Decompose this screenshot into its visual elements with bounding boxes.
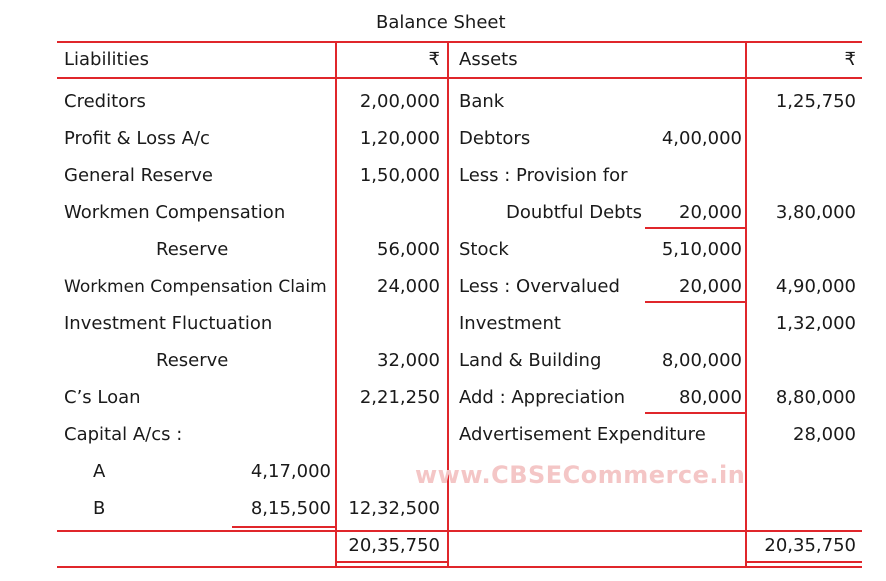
bank-amount: 1,25,750 (775, 91, 856, 112)
stock-gross: 5,10,000 (661, 239, 742, 260)
appreciation-underline (645, 412, 746, 414)
totals-top-border (57, 530, 862, 532)
debtors-provision-underline (645, 227, 746, 229)
wcr-label-line2: Reserve (156, 239, 229, 260)
wc-claim-amount: 24,000 (377, 276, 440, 297)
liab-total-double-rule-1 (336, 561, 447, 563)
capital-a-amount: 4,17,000 (250, 461, 331, 482)
table-bottom-border (57, 566, 862, 568)
asset-total-double-rule-1 (746, 561, 862, 563)
investment-label: Investment (459, 313, 561, 334)
assets-header: Assets (459, 49, 518, 70)
advertisement-amount: 28,000 (793, 424, 856, 445)
capital-label: Capital A/cs : (64, 424, 183, 445)
watermark: www.CBSECommerce.in (415, 461, 746, 489)
header-bottom-border (57, 77, 862, 79)
debtors-gross: 4,00,000 (661, 128, 742, 149)
debtors-provision-amount: 20,000 (679, 202, 742, 223)
capital-b-underline (232, 526, 336, 528)
stock-less-label: Less : Overvalued (459, 276, 620, 297)
creditors-amount: 2,00,000 (359, 91, 440, 112)
appreciation-label: Add : Appreciation (459, 387, 626, 408)
general-reserve-amount: 1,50,000 (359, 165, 440, 186)
general-reserve-label: General Reserve (64, 165, 214, 186)
land-building-net-amount: 8,80,000 (775, 387, 856, 408)
ifr-amount: 32,000 (377, 350, 440, 371)
profit-loss-amount: 1,20,000 (359, 128, 440, 149)
capital-b-label: B (93, 498, 106, 519)
stock-overvalued-amount: 20,000 (679, 276, 742, 297)
advertisement-label: Advertisement Expenditure (459, 424, 706, 445)
assets-total: 20,35,750 (764, 535, 856, 556)
ifr-label-line1: Investment Fluctuation (64, 313, 273, 334)
debtors-less-label-line2: Doubtful Debts (506, 202, 643, 223)
land-building-gross: 8,00,000 (661, 350, 742, 371)
asset-currency-header: ₹ (844, 49, 856, 70)
page-title: Balance Sheet (376, 12, 506, 33)
profit-loss-label: Profit & Loss A/c (64, 128, 210, 149)
c-loan-amount: 2,21,250 (359, 387, 440, 408)
wcr-label-line1: Workmen Compensation (64, 202, 286, 223)
capital-a-label: A (93, 461, 106, 482)
land-building-label: Land & Building (459, 350, 602, 371)
capital-total-amount: 12,32,500 (348, 498, 440, 519)
debtors-net-amount: 3,80,000 (775, 202, 856, 223)
investment-amount: 1,32,000 (775, 313, 856, 334)
bank-label: Bank (459, 91, 505, 112)
liabilities-total: 20,35,750 (348, 535, 440, 556)
wcr-amount: 56,000 (377, 239, 440, 260)
debtors-label: Debtors (459, 128, 531, 149)
capital-b-amount: 8,15,500 (250, 498, 331, 519)
stock-label: Stock (459, 239, 509, 260)
wc-claim-label: Workmen Compensation Claim (64, 277, 327, 297)
creditors-label: Creditors (64, 91, 146, 112)
debtors-less-label-line1: Less : Provision for (459, 165, 628, 186)
c-loan-label: C’s Loan (64, 387, 141, 408)
liabilities-header: Liabilities (64, 49, 149, 70)
stock-overvalued-underline (645, 301, 746, 303)
ifr-label-line2: Reserve (156, 350, 229, 371)
table-top-border (57, 41, 862, 43)
liab-currency-header: ₹ (428, 49, 440, 70)
liab-amount-divider (335, 41, 337, 568)
appreciation-amount: 80,000 (679, 387, 742, 408)
stock-net-amount: 4,90,000 (775, 276, 856, 297)
